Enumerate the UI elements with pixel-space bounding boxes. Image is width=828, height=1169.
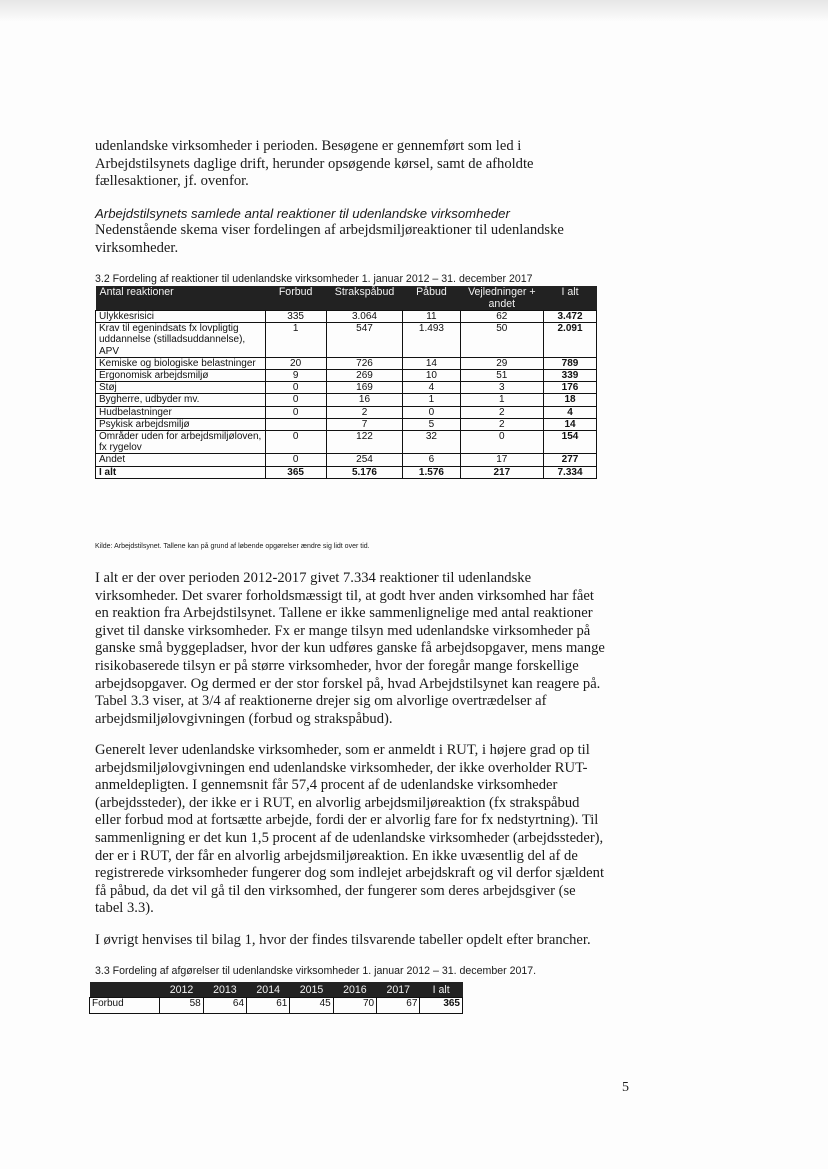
table-cell: 254 (326, 454, 403, 466)
table-cell: 45 (290, 998, 333, 1014)
table-cell: 2.091 (544, 323, 597, 358)
col-header: I alt (420, 982, 463, 998)
row-label: Kemiske og biologiske belastninger (96, 357, 266, 369)
table-cell: 14 (403, 357, 460, 369)
table-source-note: Kilde: Arbejdstilsynet. Tallene kan på grund af løbende opgørelser ændre sig lidt over tid. (95, 543, 370, 550)
table-cell: 269 (326, 370, 403, 382)
table-cell: 62 (460, 311, 543, 323)
col-header: Antal reaktioner (96, 286, 266, 311)
table-cell: 0 (265, 454, 326, 466)
table-cell: 726 (326, 357, 403, 369)
table-cell: 64 (203, 998, 246, 1014)
table-row (96, 418, 597, 430)
page-number: 5 (622, 1080, 629, 1095)
table-cell: 1.493 (403, 323, 460, 358)
table-cell: 1 (403, 394, 460, 406)
table-cell: 3 (460, 382, 543, 394)
table-cell: 29 (460, 357, 543, 369)
table-3-2 (95, 286, 597, 479)
paragraph-appendix-reference: I øvrigt henvises til bilag 1, hvor der findes tilsvarende tabeller opdelt efter brancher. (95, 932, 591, 948)
table-cell: 7.334 (544, 466, 597, 478)
table-row (90, 998, 463, 1014)
table-header-row (96, 286, 597, 311)
table-cell: 61 (247, 998, 290, 1014)
table-cell: 7 (326, 418, 403, 430)
table-3-3 (89, 982, 463, 1014)
table-cell: 2 (326, 406, 403, 418)
table-cell: 5.176 (326, 466, 403, 478)
table-row (96, 323, 597, 358)
col-header: 2017 (377, 982, 420, 998)
table-cell: 67 (377, 998, 420, 1014)
table-cell: 0 (460, 431, 543, 454)
table-row (96, 357, 597, 369)
table-cell: 547 (326, 323, 403, 358)
table-cell: 365 (265, 466, 326, 478)
intro-paragraph: udenlandske virksomheder i perioden. Besøgene er gennemført som led i Arbejdstilsynets daglige drift, herunder opsøgende kørsel, samt de afholdte fællesaktioner, jf. ovenfor. (95, 138, 534, 190)
table-cell: 277 (544, 454, 597, 466)
table-row (96, 382, 597, 394)
table-cell: 2 (460, 406, 543, 418)
table-cell: 14 (544, 418, 597, 430)
table-row (96, 431, 597, 454)
table-cell: 9 (265, 370, 326, 382)
table-cell: 18 (544, 394, 597, 406)
table-cell: 11 (403, 311, 460, 323)
table-cell: 217 (460, 466, 543, 478)
table-cell: 122 (326, 431, 403, 454)
table-3-2-caption: 3.2 Fordeling af reaktioner til udenlandske virksomheder 1. januar 2012 – 31. december 2017 (95, 273, 533, 285)
table-cell: 0 (265, 394, 326, 406)
table-cell: 2 (460, 418, 543, 430)
scan-edge-shadow (0, 0, 828, 22)
row-label: Ulykkesrisici (96, 311, 266, 323)
row-label: Ergonomisk arbejdsmiljø (96, 370, 266, 382)
table-cell: 51 (460, 370, 543, 382)
table-cell: 50 (460, 323, 543, 358)
table-cell: 0 (265, 431, 326, 454)
table-row (96, 311, 597, 323)
row-label: Bygherre, udbyder mv. (96, 394, 266, 406)
table-cell (265, 418, 326, 430)
table-cell: 4 (544, 406, 597, 418)
col-header: 2016 (333, 982, 376, 998)
row-label: Forbud (90, 998, 160, 1014)
table-cell: 1 (460, 394, 543, 406)
col-header: 2013 (203, 982, 246, 998)
table-row (96, 370, 597, 382)
table-cell: 20 (265, 357, 326, 369)
table-cell: 32 (403, 431, 460, 454)
col-header: I alt (544, 286, 597, 311)
table-cell: 0 (265, 382, 326, 394)
section-heading: Arbejdstilsynets samlede antal reaktioner til udenlandske virksomheder (95, 206, 510, 221)
row-label: Andet (96, 454, 266, 466)
table-3-3-caption: 3.3 Fordeling af afgørelser til udenlandske virksomheder 1. januar 2012 – 31. december 2017. (95, 965, 537, 977)
section-text: Nedenstående skema viser fordelingen af arbejdsmiljøreaktioner til udenlandske virksomheder. (95, 222, 564, 256)
table-cell: 0 (265, 406, 326, 418)
table-cell: 10 (403, 370, 460, 382)
row-label: Krav til egenindsats fx lovpligtig uddannelse (stilladsuddannelse), APV (96, 323, 266, 358)
col-header: Påbud (403, 286, 460, 311)
table-total-row (96, 466, 597, 478)
table-cell: 176 (544, 382, 597, 394)
table-cell: 58 (160, 998, 203, 1014)
table-cell: 335 (265, 311, 326, 323)
row-label: Støj (96, 382, 266, 394)
table-cell: 16 (326, 394, 403, 406)
table-cell: 154 (544, 431, 597, 454)
table-cell: 4 (403, 382, 460, 394)
table-cell: 3.064 (326, 311, 403, 323)
row-label: Områder uden for arbejdsmiljøloven, fx rygelov (96, 431, 266, 454)
col-header: Vejledninger + andet (460, 286, 543, 311)
col-header: 2015 (290, 982, 333, 998)
table-cell: 70 (333, 998, 376, 1014)
paragraph-rut-compliance: Generelt lever udenlandske virksomheder, som er anmeldt i RUT, i højere grad op til arbejdsmiljølovgivningen end udenlandske virksomheder, der ikke overholder RUT-anmeldepligten. I gennemsnit får 57,4 procent af de udenlandske virksomheder (arbejdssteder), der ikke er i RUT, en alvorlig arbejdsmiljøreaktion (fx strakspåbud eller forbud mod at fortsætte arbejde, fordi der er alvorlig fare for fx nedstyrtning). Til sammenligning er det kun 1,5 procent af de udenlandske virksomheder (arbejdssteder), der er i RUT, der får en alvorlig arbejdsmiljøreaktion. En ikke uvæsentlig del af de registrerede virksomheder fungerer dog som indlejet arbejdskraft og vil derfor sjældent få påbud, da det vil gå til den virksomhed, der fungerer som deres arbejdsgiver (se tabel 3.3). (95, 742, 604, 917)
table-cell: 365 (420, 998, 463, 1014)
table-row (96, 406, 597, 418)
col-header: 2014 (247, 982, 290, 998)
col-header (90, 982, 160, 998)
row-label: Hudbelastninger (96, 406, 266, 418)
col-header: Strakspåbud (326, 286, 403, 311)
table-row (96, 454, 597, 466)
table-cell: 1.576 (403, 466, 460, 478)
table-cell: 789 (544, 357, 597, 369)
table-cell: 5 (403, 418, 460, 430)
table-cell: 17 (460, 454, 543, 466)
table-cell: 1 (265, 323, 326, 358)
table-row (96, 394, 597, 406)
table-cell: 339 (544, 370, 597, 382)
table-cell: 0 (403, 406, 460, 418)
table-cell: 6 (403, 454, 460, 466)
row-label: I alt (96, 466, 266, 478)
col-header: 2012 (160, 982, 203, 998)
table-header-row (90, 982, 463, 998)
col-header: Forbud (265, 286, 326, 311)
row-label: Psykisk arbejdsmiljø (96, 418, 266, 430)
table-cell: 169 (326, 382, 403, 394)
paragraph-total-reactions: I alt er der over perioden 2012-2017 givet 7.334 reaktioner til udenlandske virksomheder. Det svarer forholdsmæssigt til, at godt hver anden virksomhed har fået en reaktion fra Arbejdstilsynet. Tallene er ikke sammenlignelige med antal reaktioner givet til danske virksomheder. Fx er mange tilsyn med udenlandske virksomheder på ganske små byggepladser, hvor der kun udføres ganske få arbejdsopgaver, mens mange risikobaserede tilsyn er på større virksomheder, hvor der foregår mange forskellige arbejdsopgaver. Og dermed er der stor forskel på, hvad Arbejdstilsynet kan reagere på. Tabel 3.3 viser, at 3/4 af reaktionerne drejer sig om alvorlige overtrædelser af arbejdsmiljølovgivningen (forbud og strakspåbud). (95, 570, 605, 727)
table-cell: 3.472 (544, 311, 597, 323)
